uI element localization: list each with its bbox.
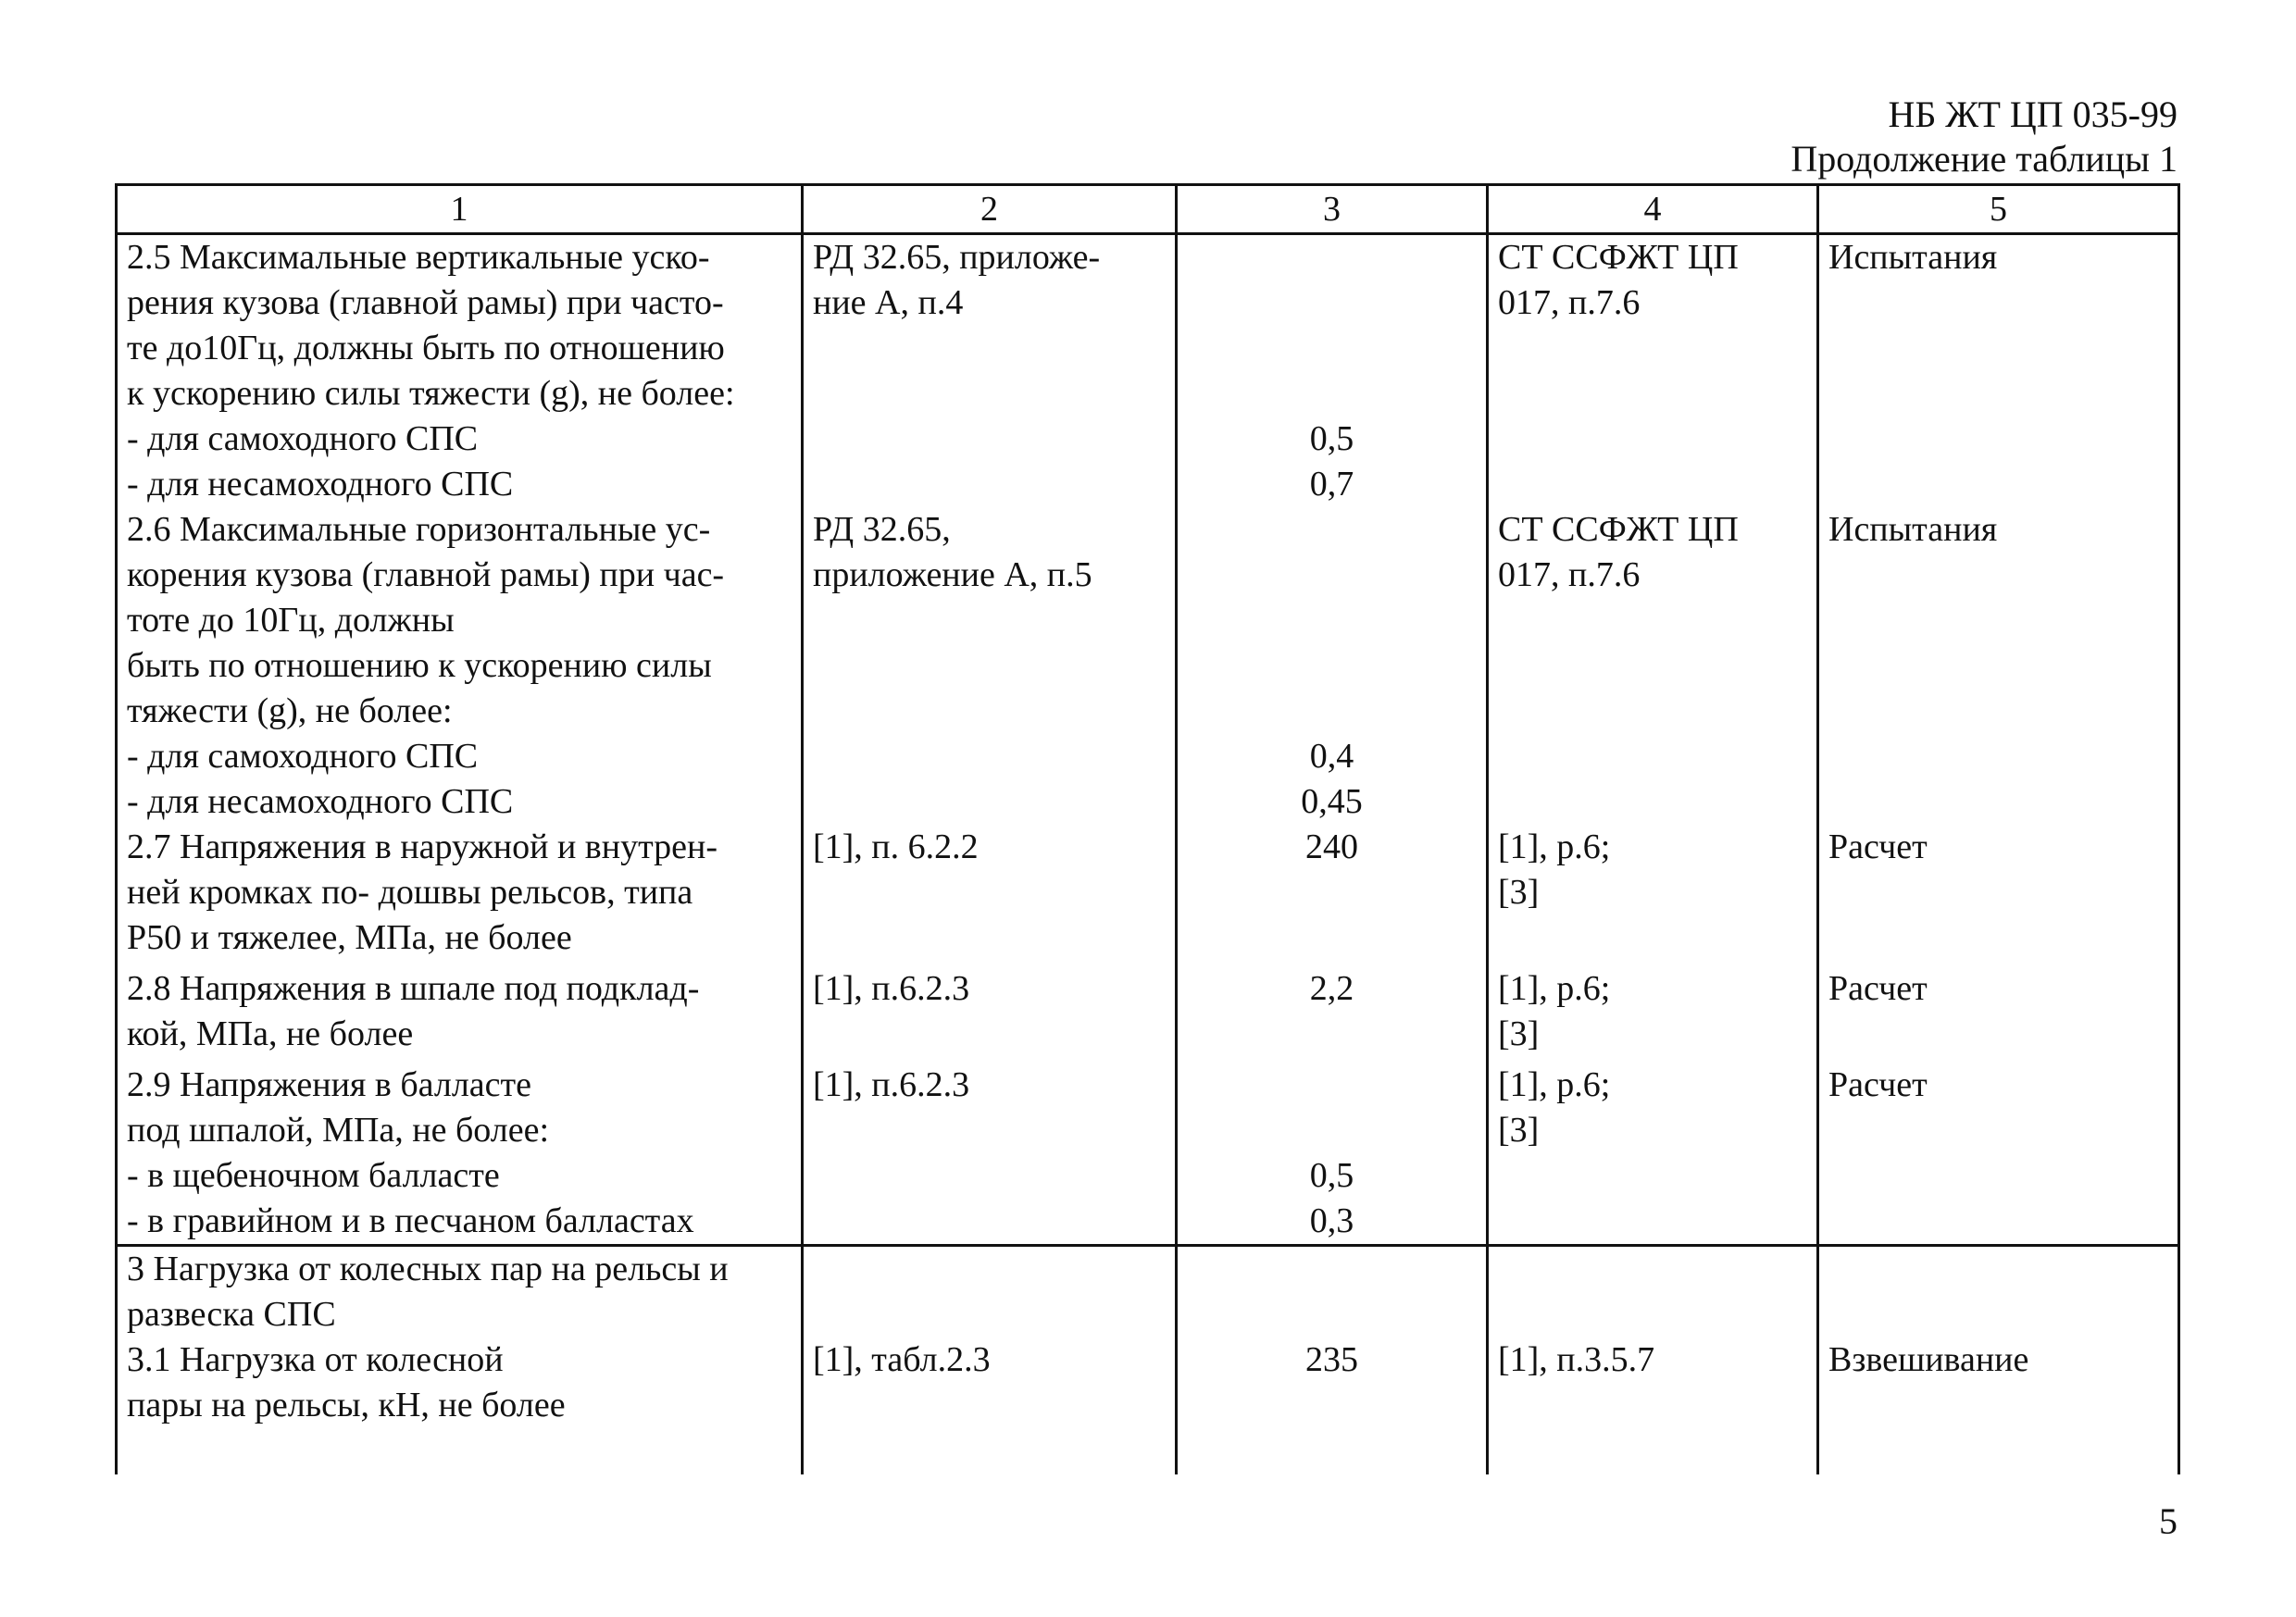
table-cell-col-4 xyxy=(1488,1246,1818,1475)
cell-line: 0,3 xyxy=(1309,1201,1354,1240)
table-cell-col-1 xyxy=(117,825,803,966)
table-cell-col-3 xyxy=(1177,1063,1488,1246)
cell-line xyxy=(1828,1247,2168,1292)
table-row xyxy=(117,1063,2179,1246)
cell-line: 240 xyxy=(1305,827,1358,866)
cell-line: 0,7 xyxy=(1309,465,1354,504)
table-cell-col-5 xyxy=(1818,234,2179,508)
cell-line: 0,45 xyxy=(1301,782,1363,821)
cell-line: рения кузова (главной рамы) при часто- xyxy=(127,283,724,322)
cell-line: - для несамоходного СПС xyxy=(127,782,514,821)
cell-line: [1], п.3.5.7 xyxy=(1498,1340,1655,1379)
table-cell-col-3 xyxy=(1177,1246,1488,1475)
cell-line: - в гравийном и в песчаном балластах xyxy=(127,1201,694,1240)
column-header-4: 4 xyxy=(1488,185,1818,234)
cell-line: Взвешивание xyxy=(1828,1340,2029,1379)
cell-line: 017, п.7.6 xyxy=(1498,555,1641,594)
cell-line xyxy=(1187,553,1477,598)
table-cell-col-5 xyxy=(1818,966,2179,1063)
cell-line xyxy=(1498,1247,1807,1292)
cell-line: Расчет xyxy=(1828,1065,1928,1104)
table-cell-col-1 xyxy=(117,1246,803,1475)
cell-line: ние А, п.4 xyxy=(813,283,964,322)
table-cell-col-2 xyxy=(803,507,1177,825)
cell-line: [1], п.6.2.3 xyxy=(813,1065,970,1104)
table-cell-col-2 xyxy=(803,825,1177,966)
cell-line: [1], р.6; xyxy=(1498,969,1611,1008)
table-cell-col-2 xyxy=(803,234,1177,508)
cell-line: СТ ССФЖТ ЦП xyxy=(1498,510,1739,549)
table-cell-col-4 xyxy=(1488,1063,1818,1246)
column-header-3: 3 xyxy=(1177,185,1488,234)
column-header-1: 1 xyxy=(117,185,803,234)
cell-line: - в щебеночном балласте xyxy=(127,1156,500,1195)
table-cell-col-3 xyxy=(1177,234,1488,508)
cell-line: [1], п. 6.2.2 xyxy=(813,827,979,866)
cell-line: 3 Нагрузка от колесных пар на рельсы и xyxy=(127,1250,729,1288)
cell-line: 2.5 Максимальные вертикальные уско- xyxy=(127,238,710,277)
cell-line: СТ ССФЖТ ЦП xyxy=(1498,238,1739,277)
cell-line: [3] xyxy=(1498,1111,1540,1150)
table-cell-col-1 xyxy=(117,234,803,508)
table-cell-col-2 xyxy=(803,966,1177,1063)
table-cell-col-4 xyxy=(1488,507,1818,825)
cell-line: к ускорению силы тяжести (g), не более: xyxy=(127,374,735,413)
cell-line: 2,2 xyxy=(1309,969,1354,1008)
cell-line: - для несамоходного СПС xyxy=(127,465,514,504)
table-body xyxy=(117,234,2179,1475)
table-cell-col-5 xyxy=(1818,507,2179,825)
column-header-5: 5 xyxy=(1818,185,2179,234)
table-cell-col-1 xyxy=(117,1063,803,1246)
table-cell-col-4 xyxy=(1488,966,1818,1063)
table-row xyxy=(117,507,2179,825)
cell-line: тоте до 10Гц, должны xyxy=(127,601,455,640)
cell-line: - для самоходного СПС xyxy=(127,737,479,776)
cell-line xyxy=(1187,1247,1477,1292)
table-cell-col-2 xyxy=(803,1063,1177,1246)
cell-line: Расчет xyxy=(1828,969,1928,1008)
cell-line: 3.1 Нагрузка от колесной xyxy=(127,1340,504,1379)
table-cell-col-4 xyxy=(1488,234,1818,508)
table-cell-col-4 xyxy=(1488,825,1818,966)
cell-line: [1], р.6; xyxy=(1498,1065,1611,1104)
cell-line: 0,5 xyxy=(1309,1156,1354,1195)
cell-line: [3] xyxy=(1498,873,1540,912)
cell-line xyxy=(1187,507,1477,553)
cell-line xyxy=(1187,643,1477,689)
cell-line: Испытания xyxy=(1828,510,1998,549)
cell-line: приложение А, п.5 xyxy=(813,555,1092,594)
cell-line: 2.7 Напряжения в наружной и внутрен- xyxy=(127,827,718,866)
page-number: 5 xyxy=(2159,1500,2177,1542)
cell-line: тяжести (g), не более: xyxy=(127,691,453,730)
table-row xyxy=(117,825,2179,966)
column-header-2: 2 xyxy=(803,185,1177,234)
cell-line: Расчет xyxy=(1828,827,1928,866)
cell-line: [1], табл.2.3 xyxy=(813,1340,991,1379)
cell-line: Испытания xyxy=(1828,238,1998,277)
table-cell-col-3 xyxy=(1177,966,1488,1063)
cell-line: пары на рельсы, кН, не более xyxy=(127,1386,566,1424)
cell-line: [3] xyxy=(1498,1014,1540,1053)
cell-line xyxy=(1187,1108,1477,1153)
cell-line: развеска СПС xyxy=(127,1295,336,1334)
table-row xyxy=(117,1246,2179,1475)
cell-line xyxy=(1187,689,1477,734)
cell-line: РД 32.65, приложе- xyxy=(813,238,1101,277)
cell-line: 0,5 xyxy=(1309,419,1354,458)
cell-line: 2.8 Напряжения в шпале под подклад- xyxy=(127,969,700,1008)
cell-line: 0,4 xyxy=(1309,737,1354,776)
cell-line xyxy=(1828,1292,2168,1337)
cell-line: 2.6 Максимальные горизонтальные ус- xyxy=(127,510,711,549)
table-cell-col-1 xyxy=(117,966,803,1063)
cell-line: 2.9 Напряжения в балласте xyxy=(127,1065,531,1104)
cell-line: 235 xyxy=(1305,1340,1358,1379)
table-cell-col-3 xyxy=(1177,507,1488,825)
cell-line xyxy=(1187,598,1477,643)
cell-line xyxy=(813,1292,1166,1337)
cell-line xyxy=(1187,371,1477,417)
table-row xyxy=(117,966,2179,1063)
cell-line: быть по отношению к ускорению силы xyxy=(127,646,712,685)
cell-line: корения кузова (главной рамы) при час- xyxy=(127,555,725,594)
cell-line: те до10Гц, должны быть по отношению xyxy=(127,329,725,367)
cell-line: ней кромках по- дошвы рельсов, типа xyxy=(127,873,693,912)
document-code: НБ ЖТ ЦП 035-99 xyxy=(1888,93,2177,135)
cell-line xyxy=(1498,1292,1807,1337)
cell-line xyxy=(1187,1063,1477,1108)
cell-line xyxy=(813,1247,1166,1292)
cell-line: [1], р.6; xyxy=(1498,827,1611,866)
table-cell-col-1 xyxy=(117,507,803,825)
cell-line xyxy=(1187,235,1477,280)
table-row xyxy=(117,234,2179,508)
table-continuation-label: Продолжение таблицы 1 xyxy=(1791,138,2177,180)
table-cell-col-3 xyxy=(1177,825,1488,966)
cell-line: под шпалой, МПа, не более: xyxy=(127,1111,550,1150)
cell-line: - для самоходного СПС xyxy=(127,419,479,458)
cell-line: Р50 и тяжелее, МПа, не более xyxy=(127,918,572,957)
cell-line xyxy=(1187,280,1477,326)
requirements-table xyxy=(115,183,2180,1474)
cell-line: кой, МПа, не более xyxy=(127,1014,414,1053)
table-header-row xyxy=(117,185,2179,234)
table-cell-col-2 xyxy=(803,1246,1177,1475)
cell-line: РД 32.65, xyxy=(813,510,951,549)
table-cell-col-5 xyxy=(1818,1063,2179,1246)
cell-line xyxy=(1187,1292,1477,1337)
table-cell-col-5 xyxy=(1818,825,2179,966)
cell-line: 017, п.7.6 xyxy=(1498,283,1641,322)
cell-line: [1], п.6.2.3 xyxy=(813,969,970,1008)
cell-line xyxy=(1187,326,1477,371)
table-cell-col-5 xyxy=(1818,1246,2179,1475)
